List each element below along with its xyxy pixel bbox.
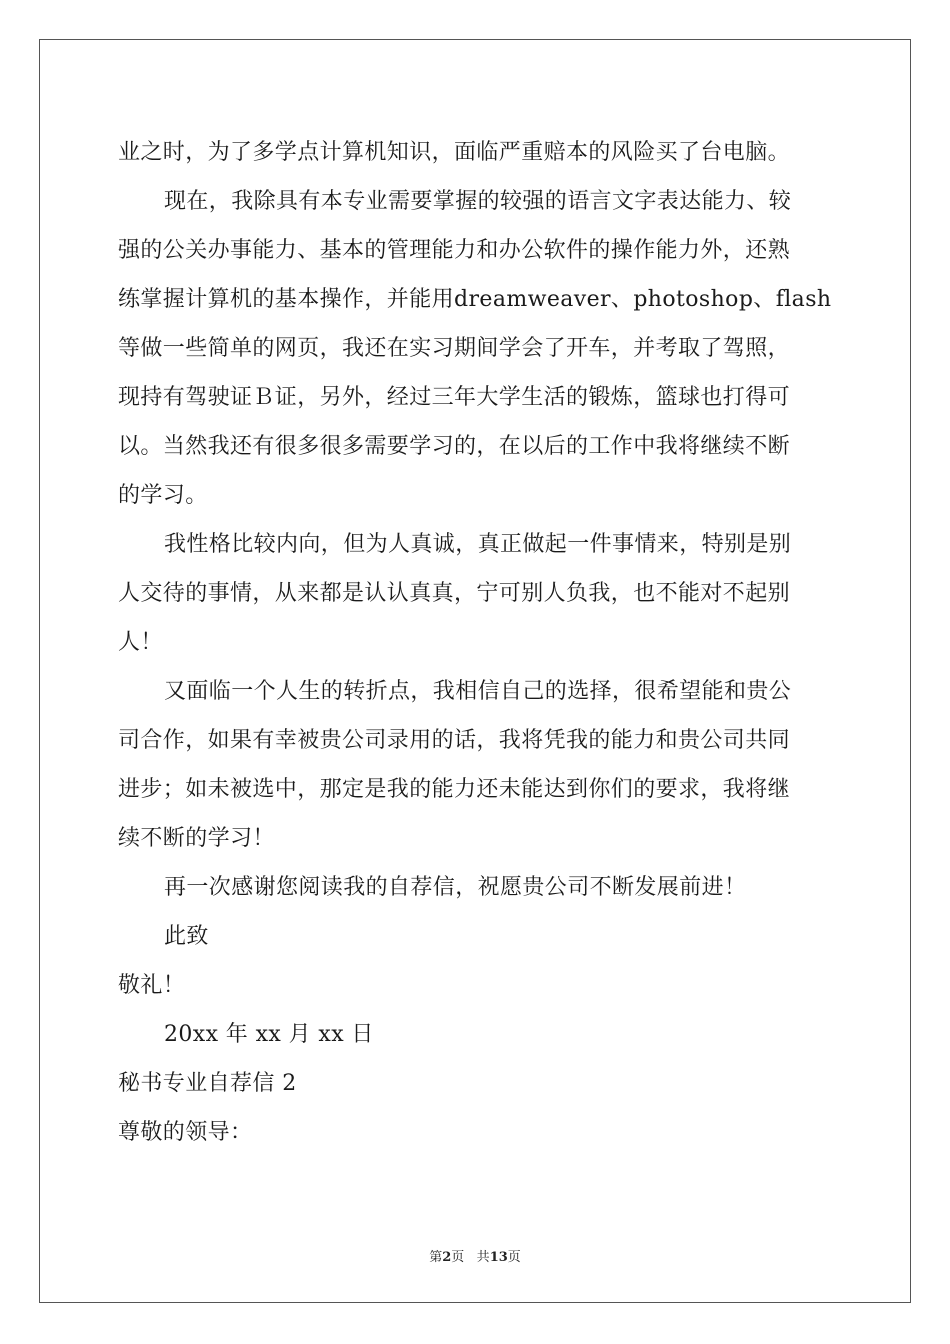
- text-line: 又面临一个人生的转折点，我相信自己的选择，很希望能和贵公: [164, 679, 792, 704]
- footer-total-pages: 13: [489, 1250, 508, 1265]
- salutation-regards: 敬礼！: [118, 973, 186, 998]
- text-line: 的学习。: [118, 483, 208, 508]
- text-line: 进步；如未被选中，那定是我的能力还未能达到你们的要求，我将继: [118, 777, 791, 802]
- document-body: [118, 128, 838, 1157]
- text-line: 人！: [118, 630, 163, 655]
- footer-prefix: 第: [429, 1250, 443, 1265]
- footer-page-number: 2: [442, 1250, 452, 1265]
- text-line: 以。当然我还有很多很多需要学习的，在以后的工作中我将继续不断: [118, 434, 791, 459]
- text-line: 现持有驾驶证Ｂ证，另外，经过三年大学生活的锻炼，篮球也打得可: [118, 385, 791, 410]
- date-line: 20xx 年 xx 月 xx 日: [164, 1022, 374, 1047]
- text-line: 人交待的事情，从来都是认认真真，宁可别人负我，也不能对不起别: [118, 581, 791, 606]
- section-title: 秘书专业自荐信 2: [118, 1071, 297, 1096]
- text-line: 续不断的学习！: [118, 826, 275, 851]
- text-line: 我性格比较内向，但为人真诚，真正做起一件事情来，特别是别: [164, 532, 792, 557]
- text-line: 现在，我除具有本专业需要掌握的较强的语言文字表达能力、较: [164, 189, 792, 214]
- page-footer: [0, 1246, 950, 1265]
- text-line: 司合作，如果有幸被贵公司录用的话，我将凭我的能力和贵公司共同: [118, 728, 791, 753]
- text-line: 等做一些简单的网页，我还在实习期间学会了开车，并考取了驾照，: [118, 336, 791, 361]
- text-line: 练掌握计算机的基本操作，并能用dreamweaver、photoshop、flash: [118, 287, 832, 312]
- text-line: 再一次感谢您阅读我的自荐信，祝愿贵公司不断发展前进！: [164, 875, 747, 900]
- text-line: 强的公关办事能力、基本的管理能力和办公软件的操作能力外，还熟: [118, 238, 791, 263]
- footer-total-prefix: 共: [476, 1250, 490, 1265]
- greeting-line: 尊敬的领导：: [118, 1120, 253, 1145]
- footer-total-suffix: 页: [507, 1250, 521, 1265]
- salutation-closing: 此致: [164, 924, 209, 949]
- text-line: 业之时，为了多学点计算机知识，面临严重赔本的风险买了台电脑。: [118, 140, 791, 165]
- footer-page-suffix: 页: [451, 1250, 465, 1265]
